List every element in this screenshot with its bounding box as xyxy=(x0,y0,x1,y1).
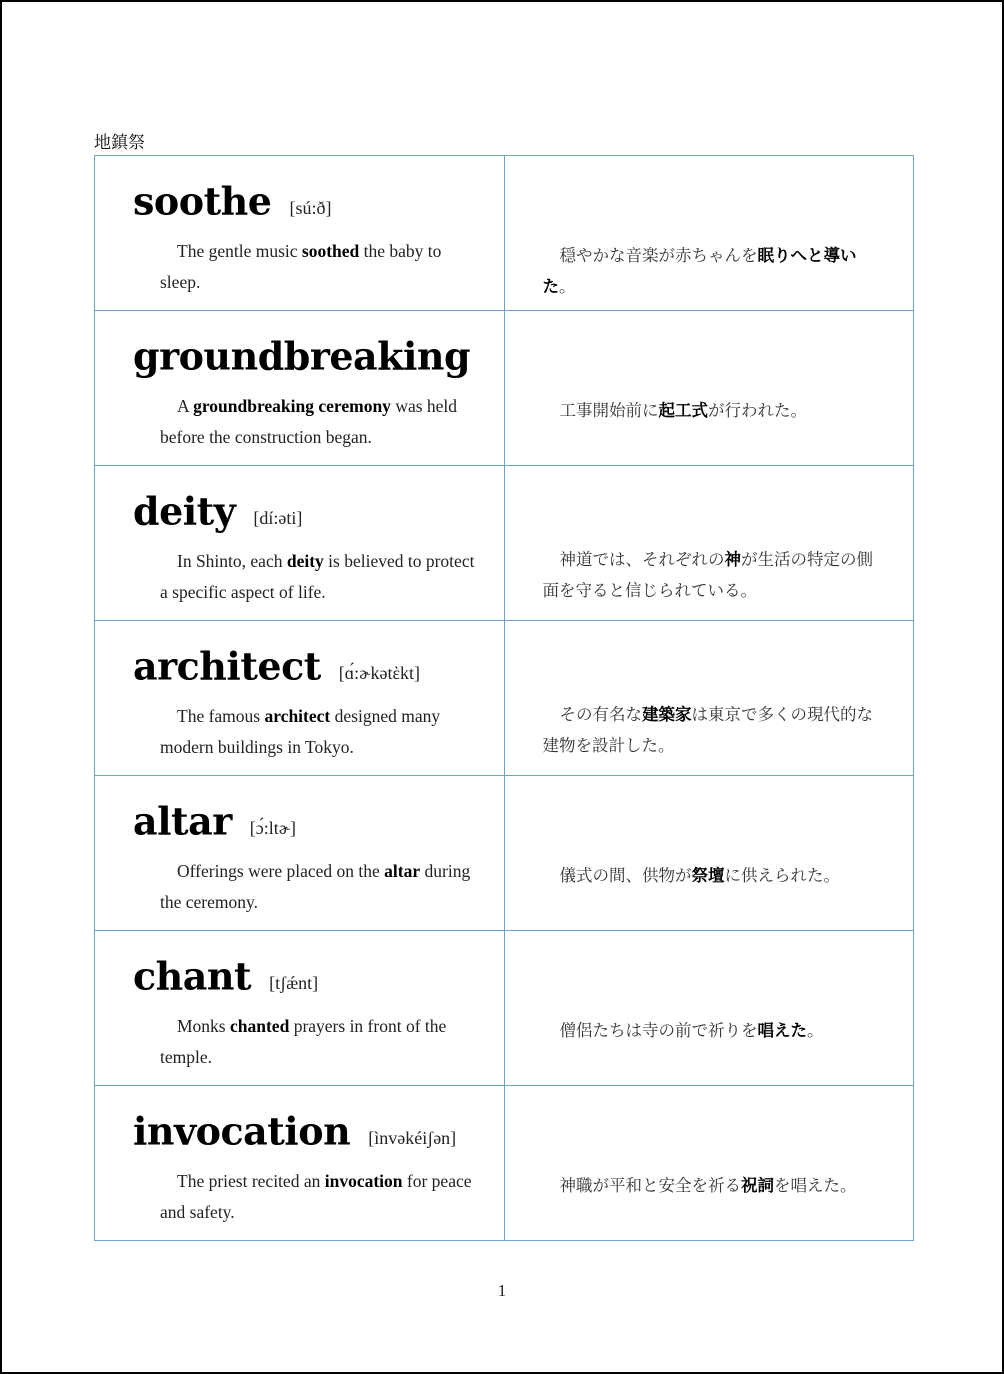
headword: chant xyxy=(133,952,252,999)
translation-sentence xyxy=(543,395,888,426)
translation-text: に供えられた。 xyxy=(724,866,840,885)
vocab-row xyxy=(95,311,914,466)
translation-text: 。 xyxy=(807,1021,824,1040)
headword-line xyxy=(133,798,296,843)
translation-text: 。 xyxy=(559,277,576,296)
pronunciation: [tʃǽnt] xyxy=(269,973,319,993)
translation-text: 神職が平和と安全を祈る xyxy=(559,1176,741,1195)
example-text: The gentle music xyxy=(177,241,302,261)
example-sentence xyxy=(160,1011,480,1073)
vocab-row xyxy=(95,931,914,1086)
example-text: was held before the construction began. xyxy=(160,396,458,447)
translation-keyword: 起工式 xyxy=(658,401,708,420)
english-cell xyxy=(95,311,505,466)
translation-keyword: 祭壇 xyxy=(691,866,725,885)
translation-keyword: 眠りへと導いた xyxy=(542,246,857,296)
example-keyword: soothed xyxy=(301,241,360,261)
translation-text: が行われた。 xyxy=(708,401,807,420)
japanese-cell xyxy=(504,311,914,466)
japanese-cell xyxy=(504,1086,914,1241)
example-sentence xyxy=(160,1166,480,1228)
headword: altar xyxy=(133,797,232,844)
vocabulary-table xyxy=(94,155,914,1241)
headword: soothe xyxy=(133,177,272,224)
translation-text: を唱えた。 xyxy=(774,1176,857,1195)
example-sentence xyxy=(160,391,480,453)
english-cell xyxy=(95,621,505,776)
headword: architect xyxy=(133,642,321,689)
translation-sentence xyxy=(543,699,888,761)
translation-text: 神道では、それぞれの xyxy=(559,550,725,569)
example-keyword: deity xyxy=(286,551,324,571)
vocab-row xyxy=(95,156,914,311)
translation-text: 工事開始前に xyxy=(559,401,659,420)
translation-text: その有名な xyxy=(559,705,642,724)
japanese-cell xyxy=(504,776,914,931)
example-text: In Shinto, each xyxy=(177,551,287,571)
example-text: A xyxy=(177,396,194,416)
headword: deity xyxy=(133,487,236,534)
japanese-cell xyxy=(504,621,914,776)
example-text: for peace and safety. xyxy=(160,1171,472,1222)
example-text: designed many modern buildings in Tokyo. xyxy=(160,706,441,757)
example-keyword: invocation xyxy=(324,1171,403,1191)
headword-line xyxy=(133,178,331,223)
example-text: during the ceremony. xyxy=(160,861,471,912)
translation-keyword: 神 xyxy=(724,550,741,569)
headword-line xyxy=(133,488,302,533)
english-cell xyxy=(95,156,505,311)
headword: invocation xyxy=(133,1107,351,1154)
example-keyword: chanted xyxy=(230,1016,290,1036)
translation-text: 僧侶たちは寺の前で祈りを xyxy=(559,1021,758,1040)
translation-sentence xyxy=(543,544,888,606)
japanese-cell xyxy=(504,466,914,621)
translation-text: は東京で多くの現代的な建物を設計した。 xyxy=(542,705,873,755)
english-cell xyxy=(95,466,505,621)
english-cell xyxy=(95,931,505,1086)
pronunciation: [ɑ́:ɚkətὲkt] xyxy=(338,663,421,683)
page-title: 地鎮祭 xyxy=(94,133,145,153)
translation-sentence xyxy=(543,1015,888,1046)
pronunciation: [dí:əti] xyxy=(253,508,303,528)
example-sentence xyxy=(160,236,480,298)
example-text: prayers in front of the temple. xyxy=(160,1016,447,1067)
example-text: Offerings were placed on the xyxy=(177,861,385,881)
example-text: is believed to protect a specific aspect of life. xyxy=(160,551,475,602)
pronunciation: [sú:ð] xyxy=(289,198,332,218)
japanese-cell xyxy=(504,931,914,1086)
pronunciation: [ɔ́:ltɚ] xyxy=(249,818,297,838)
headword: groundbreaking xyxy=(133,332,471,379)
example-text: the baby to sleep. xyxy=(160,241,442,292)
translation-sentence xyxy=(543,240,888,302)
example-sentence xyxy=(160,701,480,763)
translation-text: 穏やかな音楽が赤ちゃんを xyxy=(559,246,758,265)
translation-text: 儀式の間、供物が xyxy=(559,866,692,885)
vocab-row xyxy=(95,621,914,776)
vocab-row xyxy=(95,776,914,931)
example-sentence xyxy=(160,546,480,608)
headword-line xyxy=(133,1108,456,1153)
vocab-row xyxy=(95,1086,914,1241)
english-cell xyxy=(95,776,505,931)
example-keyword: architect xyxy=(264,706,331,726)
example-text: The priest recited an xyxy=(177,1171,325,1191)
translation-keyword: 祝詞 xyxy=(741,1176,774,1195)
example-text: Monks xyxy=(177,1016,230,1036)
headword-line xyxy=(133,333,488,378)
translation-keyword: 唱えた xyxy=(757,1021,807,1040)
english-cell xyxy=(95,1086,505,1241)
japanese-cell xyxy=(504,156,914,311)
headword-line xyxy=(133,643,420,688)
pronunciation: [ìnvəkéiʃən] xyxy=(368,1128,457,1148)
translation-sentence xyxy=(543,1170,888,1201)
translation-text: が生活の特定の側面を守ると信じられている。 xyxy=(542,550,873,600)
example-keyword: altar xyxy=(384,861,421,881)
translation-keyword: 建築家 xyxy=(642,705,692,724)
headword-line xyxy=(133,953,318,998)
example-text: The famous xyxy=(177,706,265,726)
page-number: 1 xyxy=(497,1281,507,1300)
translation-sentence xyxy=(543,860,888,891)
vocab-row xyxy=(95,466,914,621)
example-sentence xyxy=(160,856,480,918)
example-keyword: groundbreaking ceremony xyxy=(193,396,391,416)
